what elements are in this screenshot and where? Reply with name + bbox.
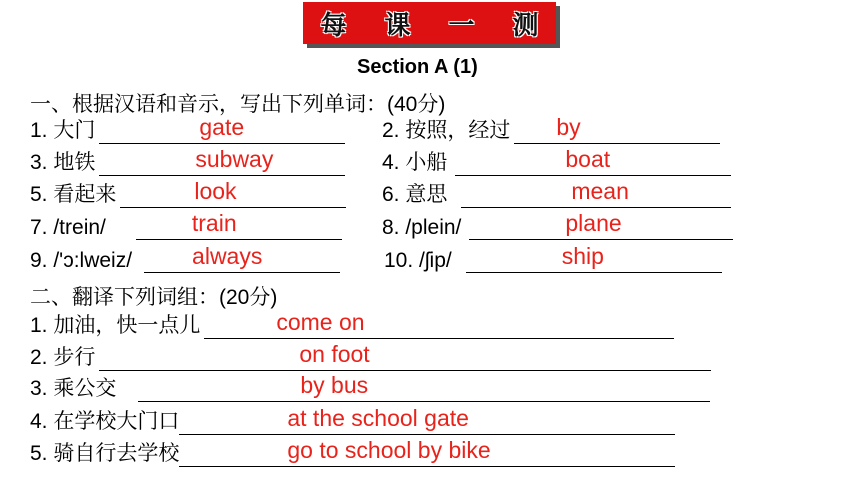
exercise-item: [30, 372, 710, 402]
item-label: 2. 按照，经过: [382, 119, 511, 142]
exercise-item: [30, 178, 346, 208]
answer-text: on foot: [299, 341, 370, 367]
answer-blank: [179, 405, 675, 435]
item-label: 1. 加油，快一点儿: [30, 314, 201, 337]
answer-blank: [466, 243, 722, 273]
item-label: 1. 大门: [30, 119, 96, 142]
item-label: 4. 在学校大门口: [30, 410, 180, 433]
answer-text: look: [194, 178, 237, 204]
answer-text: come on: [276, 309, 365, 335]
answer-blank: [469, 210, 733, 240]
answer-blank: [461, 178, 731, 208]
section-title: Section A (1): [357, 56, 478, 78]
exercise-item: [382, 210, 733, 240]
item-label: 2. 步行: [30, 346, 96, 369]
answer-blank: [99, 146, 345, 176]
exercise-item: [382, 114, 720, 144]
answer-blank: [514, 114, 720, 144]
part1-heading: 一、根据汉语和音示，写出下列单词：(40分): [30, 93, 446, 116]
part2-heading: 二、翻译下列词组：(20分): [30, 286, 278, 309]
item-label: 5. 骑自行去学校: [30, 442, 180, 465]
answer-text: subway: [195, 146, 274, 172]
answer-text: train: [191, 210, 237, 236]
answer-text: by: [556, 114, 581, 140]
exercise-item: [382, 178, 731, 208]
item-label: 5. 看起来: [30, 183, 117, 206]
item-label: 3. 乘公交: [30, 377, 117, 400]
answer-blank: [204, 309, 674, 339]
answer-text: mean: [571, 178, 629, 204]
exercise-item: [382, 146, 731, 176]
item-label: 8. /plein/: [382, 216, 462, 239]
exercise-item: [30, 114, 345, 144]
answer-blank: [120, 178, 346, 208]
answer-text: always: [192, 243, 263, 269]
exercise-item: [30, 341, 711, 371]
answer-text: at the school gate: [287, 405, 469, 431]
answer-blank: [99, 114, 345, 144]
item-label: 10. /ʃip/: [384, 249, 452, 272]
answer-blank: [138, 372, 710, 402]
answer-text: ship: [561, 243, 604, 269]
banner-text: 每课一测: [320, 10, 577, 41]
title-banner: [303, 2, 577, 44]
answer-blank: [179, 437, 675, 467]
item-label: 4. 小船: [382, 151, 448, 174]
exercise-item: [30, 146, 345, 176]
item-label: 7. /trein/: [30, 216, 106, 239]
answer-blank: [455, 146, 731, 176]
exercise-item: [30, 405, 675, 435]
answer-blank: [99, 341, 711, 371]
exercise-item: [30, 309, 674, 339]
answer-text: gate: [199, 114, 245, 140]
answer-blank: [136, 210, 342, 240]
item-label: 9. /'ɔ:lweiz/: [30, 249, 133, 272]
exercise-item: [30, 210, 342, 240]
exercise-item: [30, 243, 340, 273]
answer-text: by bus: [300, 372, 369, 398]
answer-text: boat: [565, 146, 611, 172]
answer-blank: [144, 243, 340, 273]
answer-text: go to school by bike: [287, 437, 491, 463]
exercise-item: [30, 437, 675, 467]
answer-text: plane: [565, 210, 622, 236]
item-label: 3. 地铁: [30, 151, 96, 174]
item-label: 6. 意思: [382, 183, 448, 206]
exercise-item: [384, 243, 722, 273]
